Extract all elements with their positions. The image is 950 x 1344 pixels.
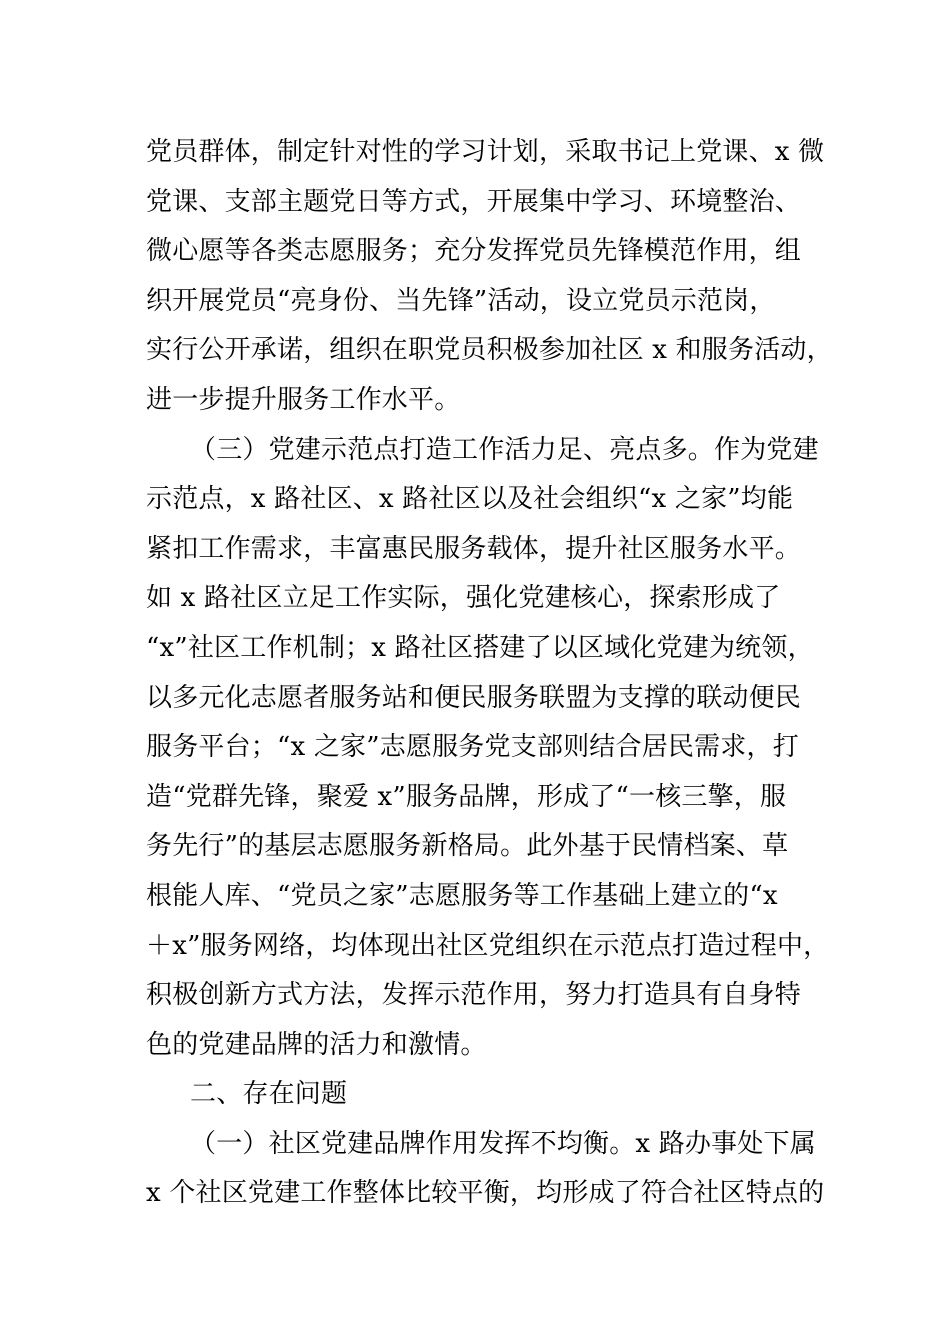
text-line: 造“党群先锋，聚爱 x”服务品牌，形成了“一核三擎，服	[146, 781, 787, 812]
paragraph-heading-line: （一）社区党建品牌作用发挥不均衡。x 路办事处下属	[190, 1128, 816, 1159]
text-line: 示范点，x 路社区、x 路社区以及社会组织“x 之家”均能	[146, 484, 794, 515]
text-line: 党员群体，制定针对性的学习计划，采取书记上党课、x 微	[146, 137, 825, 167]
text-line: 如 x 路社区立足工作实际，强化党建核心，探索形成了	[146, 583, 781, 614]
text-line: 党课、支部主题党日等方式，开展集中学习、环境整治、	[146, 186, 802, 217]
text-line: 紧扣工作需求，丰富惠民服务载体，提升社区服务水平。	[146, 533, 802, 564]
text-line: 微心愿等各类志愿服务；充分发挥党员先锋模范作用，组	[146, 236, 802, 267]
text-line: 服务平台；“x 之家”志愿服务党支部则结合居民需求，打	[146, 732, 799, 763]
text-line: “x”社区工作机制；x 路社区搭建了以区域化党建为统领，	[146, 632, 814, 663]
text-line: x 个社区党建工作整体比较平衡，均形成了符合社区特点的	[146, 1178, 825, 1209]
text-line: 根能人库、“党员之家”志愿服务等工作基础上建立的“x	[146, 880, 778, 911]
text-line: 务先行”的基层志愿服务新格局。此外基于民情档案、草	[146, 831, 789, 862]
text-line: 积极创新方式方法，发挥示范作用，努力打造具有自身特	[146, 980, 802, 1011]
text-line: 实行公开承诺，组织在职党员积极参加社区 x 和服务活动，	[146, 335, 833, 366]
text-line: ＋x”服务网络，均体现出社区党组织在示范点打造过程中，	[146, 930, 830, 961]
paragraph-heading-line: （三）党建示范点打造工作活力足、亮点多。作为党建	[190, 434, 819, 465]
section-heading: 二、存在问题	[190, 1079, 348, 1110]
body-text	[146, 128, 836, 1219]
text-line: 织开展党员“亮身份、当先锋”活动，设立党员示范岗，	[146, 285, 776, 316]
text-line: 色的党建品牌的活力和激情。	[146, 1029, 487, 1060]
text-line: 进一步提升服务工作水平。	[146, 384, 461, 415]
text-line: 以多元化志愿者服务站和便民服务联盟为支撑的联动便民	[146, 682, 802, 713]
